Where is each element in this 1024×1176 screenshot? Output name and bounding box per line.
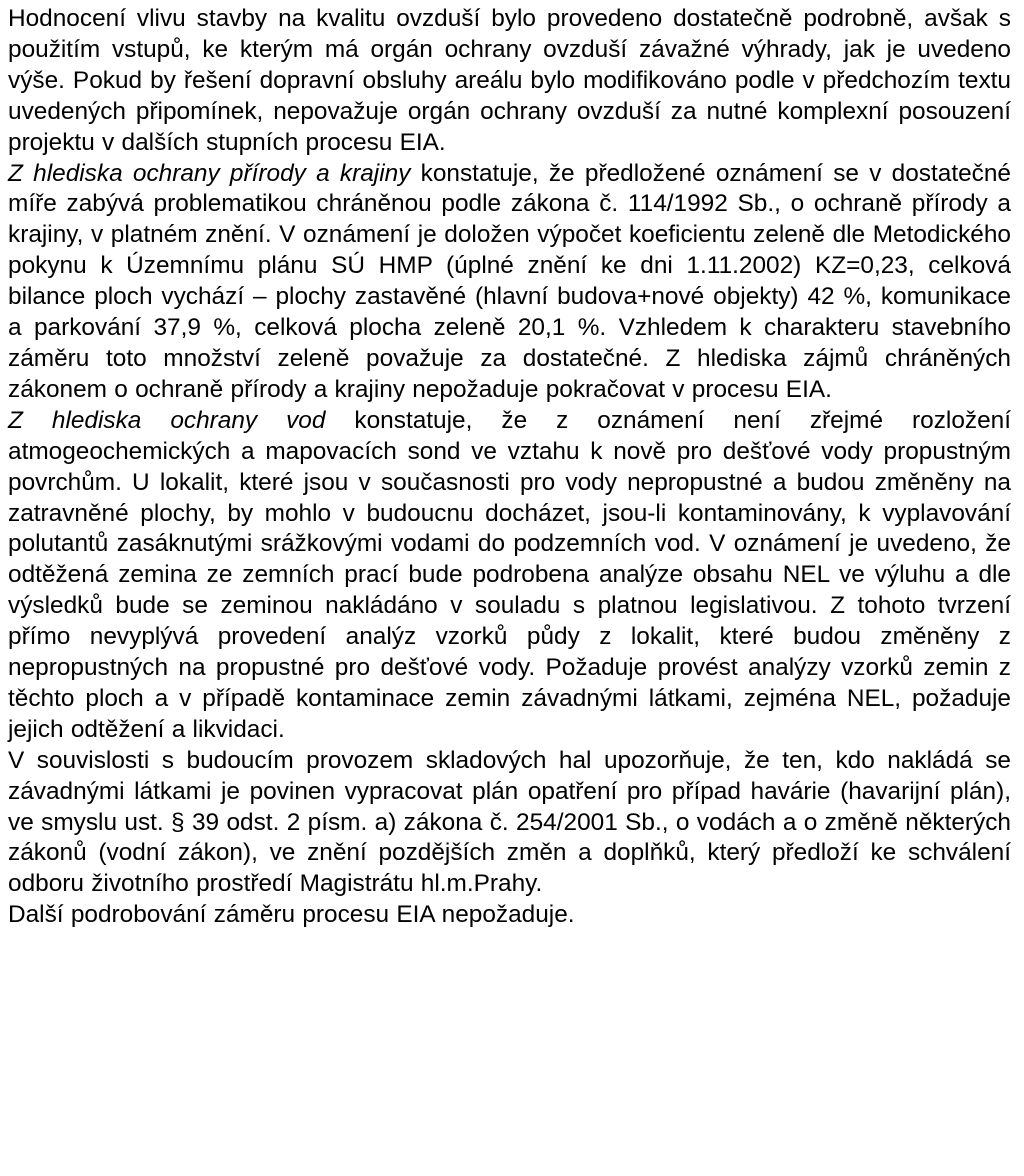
paragraph-air-quality xyxy=(8,4,1011,159)
document-page xyxy=(8,4,1011,931)
paragraph-conclusion xyxy=(8,900,1011,931)
paragraph-nature-protection xyxy=(8,159,1011,406)
paragraph-water-protection xyxy=(8,406,1011,746)
paragraph-lead: Z hlediska ochrany vod xyxy=(8,406,326,434)
paragraph-lead: Z hlediska ochrany přírody a krajiny xyxy=(8,159,411,187)
paragraph-text: konstatuje, že z oznámení není zřejmé rozložení atmogeochemických a mapovacích sond ve vztahu k nově pro dešťové vody propustným povrchům. U lokalit, které jsou v současnosti pro vody nepropustné a budou změněny na zatravněné plochy, by mohlo v budoucnu docházet, jsou-li kontaminovány, k vyplavování polutantů zasáknutými srážkovými vodami do podzemních vod. V oznámení je uvedeno, že odtěžená zemina ze zemních prací bude podrobena analýze obsahu NEL ve výluhu a dle výsledků bude se zeminou nakládáno v souladu s platnou legislativou. Z tohoto tvrzení přímo nevyplývá provedení analýz vzorků půdy z lokalit, které budou změněny z nepropustných na propustné pro dešťové vody. Požaduje provést analýzy vzorků zemin z těchto ploch a v případě kontaminace zemin závadnými látkami, zejména NEL, požaduje jejich odtěžení a likvidaci. xyxy=(8,406,1011,743)
paragraph-text: Další podrobování záměru procesu EIA nepožaduje. xyxy=(8,901,575,929)
paragraph-warehouse-operation xyxy=(8,746,1011,901)
paragraph-text: konstatuje, že předložené oznámení se v dostatečné míře zabývá problematikou chráněnou podle zákona č. 114/1992 Sb., o ochraně přírody a krajiny, v platném znění. V oznámení je doložen výpočet koeficientu zeleně dle Metodického pokynu k Územnímu plánu SÚ HMP (úplné znění ke dni 1.11.2002) KZ=0,23, celková bilance ploch vychází – plochy zastavěné (hlavní budova+nové objekty) 42 %, komunikace a parkování 37,9 %, celková plocha zeleně 20,1 %. Vzhledem k charakteru stavebního záměru toto množství zeleně považuje za dostatečné. Z hlediska zájmů chráněných zákonem o ochraně přírody a krajiny nepožaduje pokračovat v procesu EIA. xyxy=(8,159,1011,403)
paragraph-text: Hodnocení vlivu stavby na kvalitu ovzduší bylo provedeno dostatečně podrobně, avšak s použitím vstupů, ke kterým má orgán ochrany ovzduší závažné výhrady, jak je uvedeno výše. Pokud by řešení dopravní obsluhy areálu bylo modifikováno podle v předchozím textu uvedených připomínek, nepovažuje orgán ochrany ovzduší za nutné komplexní posouzení projektu v dalších stupních procesu EIA. xyxy=(8,5,1011,156)
paragraph-text: V souvislosti s budoucím provozem skladových hal upozorňuje, že ten, kdo nakládá se závadnými látkami je povinen vypracovat plán opatření pro případ havárie (havarijní plán), ve smyslu ust. § 39 odst. 2 písm. a) zákona č. 254/2001 Sb., o vodách a o změně některých zákonů (vodní zákon), ve znění pozdějších změn a doplňků, který předloží ke schválení odboru životního prostředí Magistrátu hl.m.Prahy. xyxy=(8,746,1011,898)
